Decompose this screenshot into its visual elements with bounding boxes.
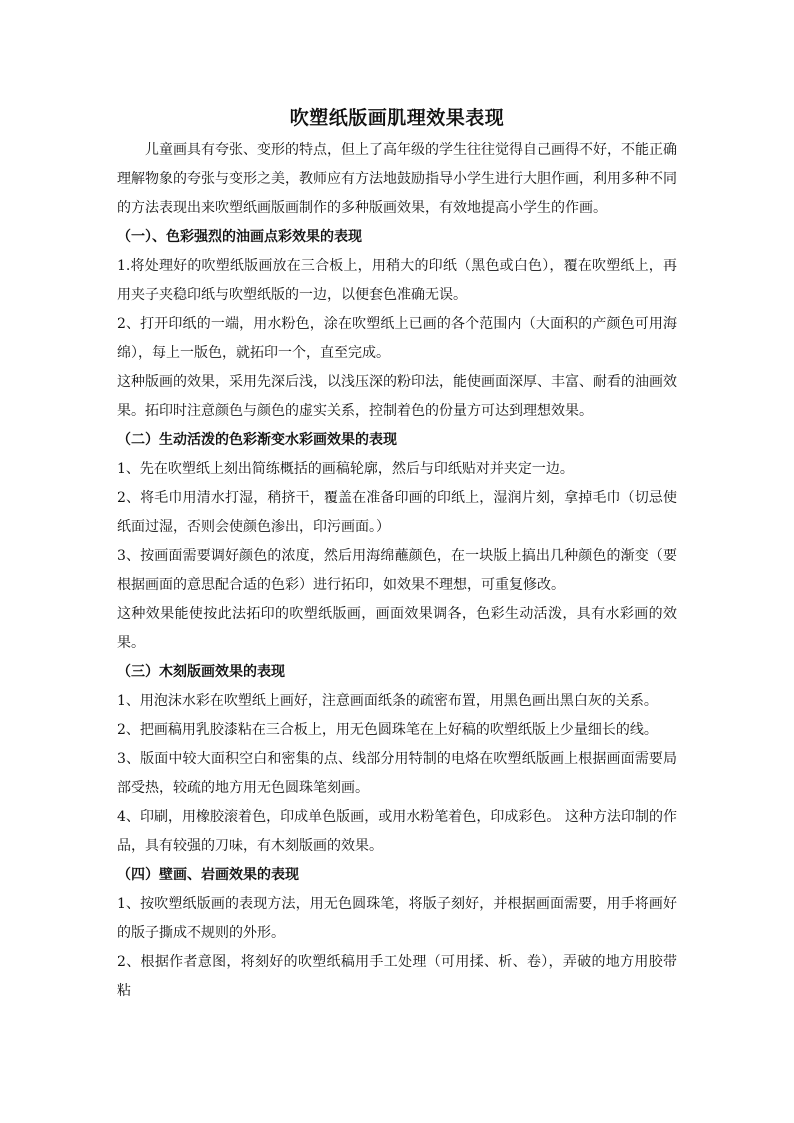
section-4-paragraph-1: 1、按吹塑纸版画的表现方法，用无色圆珠笔，将版子刻好，并根据画面需要，用手将画好的版子撕成不规则的外形。 [117,896,677,941]
section-2-paragraph-3: 3、按画面需要调好颜色的浓度，然后用海绵蘸颜色，在一块版上搞出几种颜色的渐变（要根据画面的意思配合适的色彩）进行拓印，如效果不理想，可重复修改。 [117,548,677,593]
section-3-paragraph-3: 3、版面中较大面积空白和密集的点、线部分用特制的电烙在吹塑纸版画上根据画面需要局部受热，较疏的地方用无色圆珠笔刻画。 [117,751,677,796]
section-3-paragraph-4: 4、印刷，用橡胶滚着色，印成单色版画，或用水粉笔着色，印成彩色。 这种方法印制的作品，具有较强的刀味，有木刻版画的效果。 [117,809,677,854]
document-page [117,104,677,1006]
section-3-paragraph-1: 1、用泡沫水彩在吹塑纸上画好，注意画面纸条的疏密布置，用黑色画出黑白灰的关系。 [117,693,658,709]
intro-paragraph: 儿童画具有夸张、变形的特点，但上了高年级的学生往往觉得自己画得不好，不能正确理解物象的夸张与变形之美，教师应有方法地鼓励指导小学生进行大胆作画，利用多种不同的方法表现出来吹塑纸画版画制作的多种版画效果，有效地提高小学生的作画。 [117,142,677,216]
section-2-paragraph-2: 2、将毛巾用清水打湿，稍挤干，覆盖在准备印画的印纸上，湿润片刻，拿掉毛巾（切忌使纸面过湿，否则会使颜色渗出，印污画面。） [117,490,677,535]
section-3-heading: （三）木刻版画效果的表现 [117,664,285,680]
section-1-paragraph-1: 1.将处理好的吹塑纸版画放在三合板上，用稍大的印纸（黑色或白色），覆在吹塑纸上，再用夹子夹稳印纸与吹塑纸版的一边，以便套色准确无误。 [117,258,677,303]
section-2-paragraph-1: 1、先在吹塑纸上刻出简练概括的画稿轮廓，然后与印纸贴对并夹定一边。 [117,461,574,477]
section-4-paragraph-2: 2、根据作者意图，将刻好的吹塑纸稿用手工处理（可用揉、析、卷），弄破的地方用胶带粘 [117,954,677,999]
section-4-heading: （四）壁画、岩画效果的表现 [117,867,299,883]
section-1-heading: （一）、色彩强烈的油画点彩效果的表现 [117,229,362,245]
section-2-heading: （二）生动活泼的色彩渐变水彩画效果的表现 [117,432,397,448]
section-1-paragraph-3: 这种版画的效果，采用先深后浅，以浅压深的粉印法，能使画面深厚、丰富、耐看的油画效果。拓印时注意颜色与颜色的虚实关系，控制着色的份量方可达到理想效果。 [117,374,677,419]
section-1-paragraph-2: 2、打开印纸的一端，用水粉色，涂在吹塑纸上已画的各个范围内（大面积的产颜色可用海绵），每上一版色，就拓印一个，直至完成。 [117,316,677,361]
section-3-paragraph-2: 2、把画稿用乳胶漆粘在三合板上，用无色圆珠笔在上好稿的吹塑纸版上少量细长的线。 [117,722,658,738]
section-2-paragraph-4: 这种效果能使按此法拓印的吹塑纸版画，画面效果调各，色彩生动活泼，具有水彩画的效果。 [117,606,677,651]
document-title: 吹塑纸版画肌理效果表现 [289,107,505,129]
